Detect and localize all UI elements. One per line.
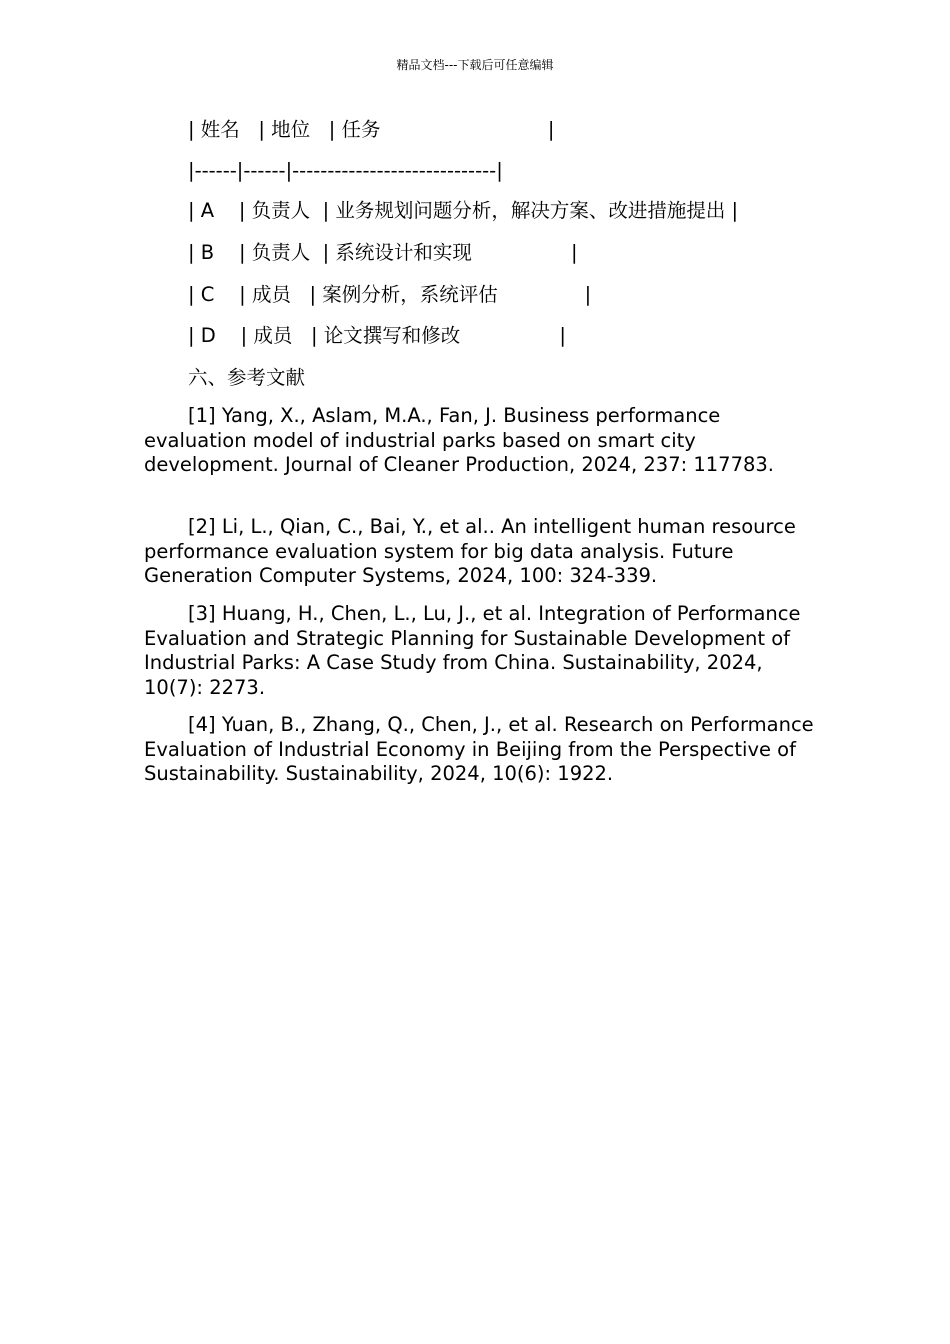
table-row-a: | A | 负责人 | 业务规划问题分析，解决方案、改进措施提出 |	[188, 199, 739, 222]
reference-item-2: [2] Li, L., Qian, C., Bai, Y., et al.. An intelligent human resource performance evaluation system for big data analysis. Future Generation Computer Systems, 2024, 100: 324-339.	[144, 515, 796, 587]
table-row-d: | D | 成员 | 论文撰写和修改 |	[188, 324, 566, 347]
table-separator-row: |------|------|-----------------------------|	[188, 159, 503, 182]
table-row-c: | C | 成员 | 案例分析，系统评估 |	[188, 283, 592, 306]
reference-item-3: [3] Huang, H., Chen, L., Lu, J., et al. Integration of Performance Evaluation and Strategic Planning for Sustainable Development of Industrial Parks: A Case Study from China. Sustainability, 2024, 10(7): 2273.	[144, 602, 801, 699]
page-header: 精品文档---下载后可任意编辑	[396, 58, 554, 72]
table-header-row: | 姓名 | 地位 | 任务 |	[188, 118, 555, 141]
section-heading-references: 六、参考文献	[188, 366, 306, 389]
table-row-b: | B | 负责人 | 系统设计和实现 |	[188, 241, 578, 264]
reference-item-4: [4] Yuan, B., Zhang, Q., Chen, J., et al. Research on Performance Evaluation of Industrial Economy in Beijing from the Perspective of Sustainability. Sustainability, 2024, 10(6): 1922.	[144, 713, 814, 785]
reference-item-1: [1] Yang, X., Aslam, M.A., Fan, J. Business performance evaluation model of industrial parks based on smart city development. Journal of Cleaner Production, 2024, 237: 117783.	[144, 404, 775, 476]
